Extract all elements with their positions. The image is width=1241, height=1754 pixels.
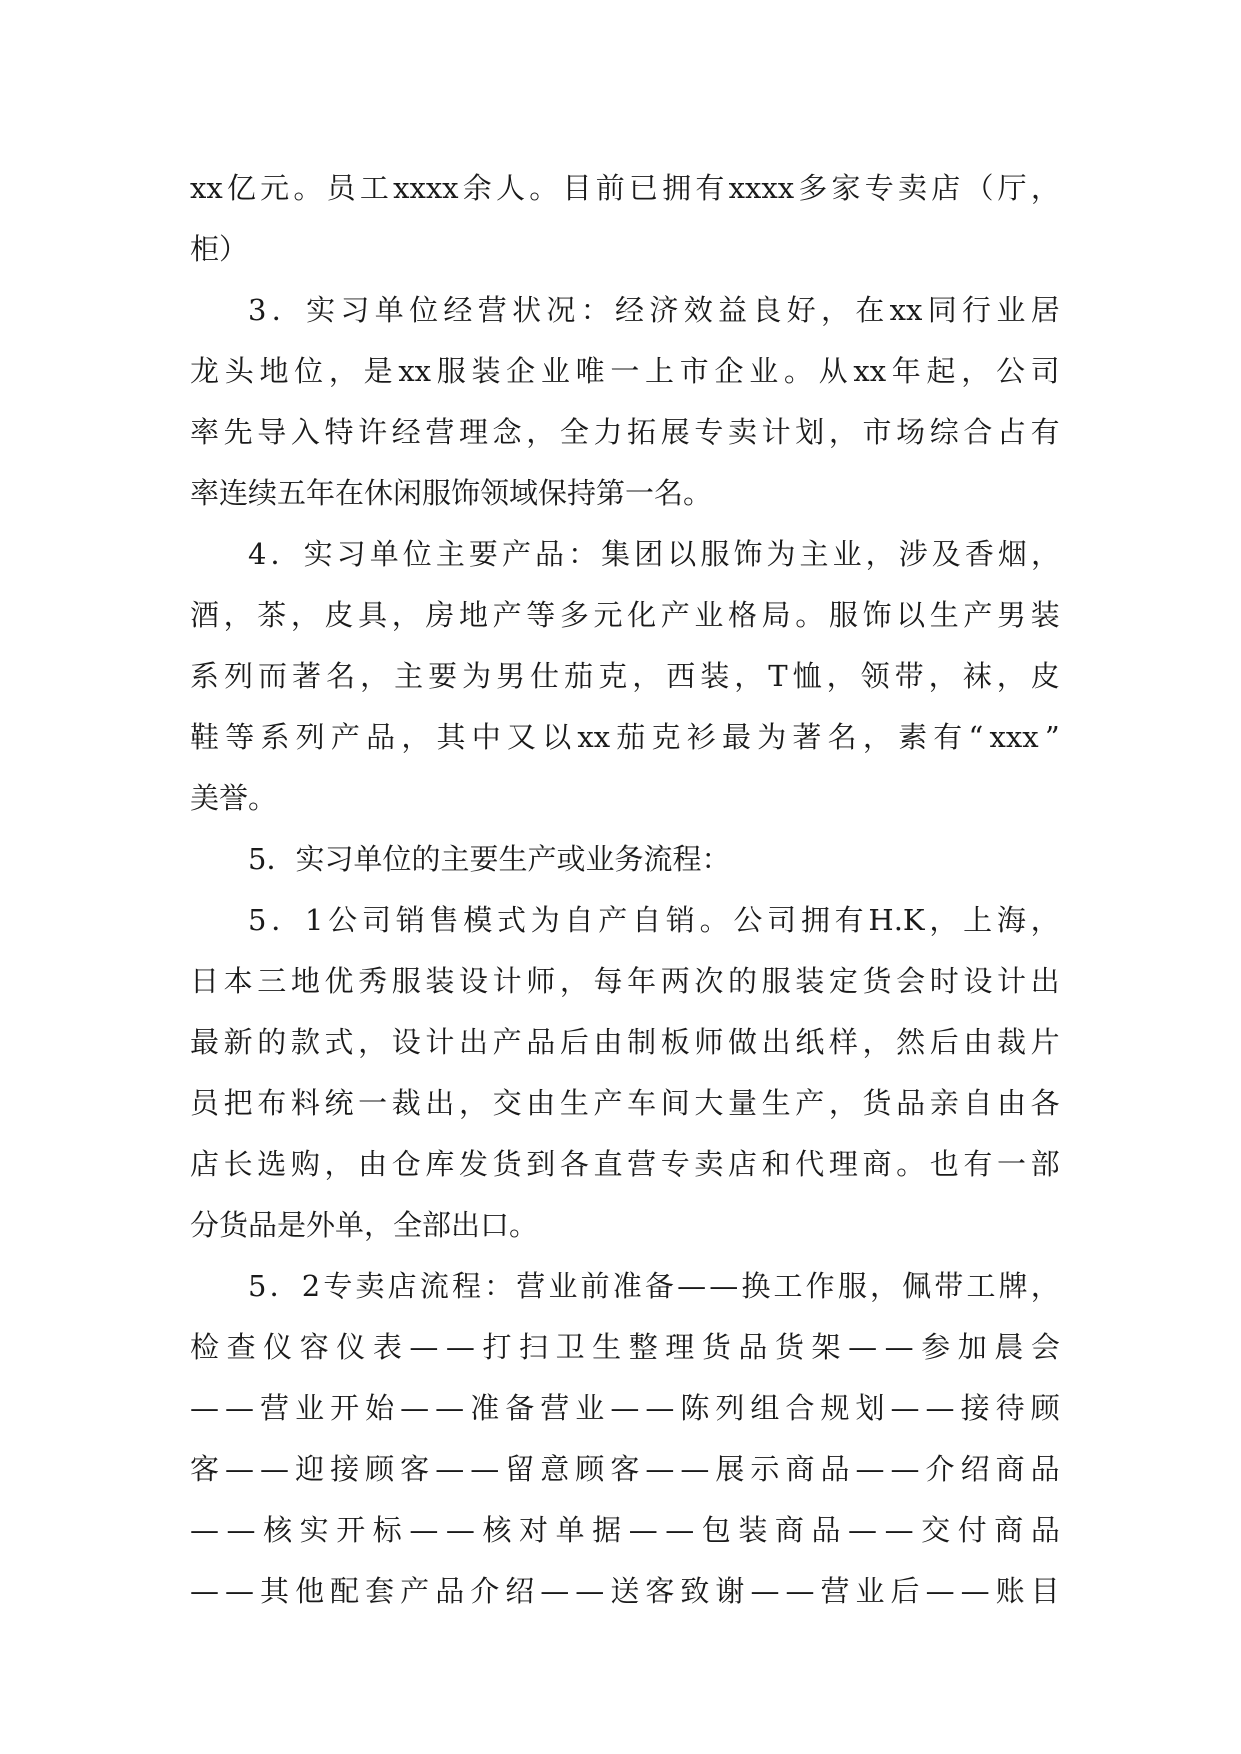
text-line: 客 — — 迎 接 顾 客 — — 留 意 顾 客 — — 展 示 商 品 — — 介 绍 商 品 xyxy=(190,1452,1060,1486)
text-line: 系 列 而 著 名 ， 主 要 为 男 仕 茄 克 ， 西 装 ， T 恤 ， 领 带 ， 袜 ， 皮 xyxy=(190,659,1060,693)
text-line: 员 把 布 料 统 一 裁 出 ， 交 由 生 产 车 间 大 量 生 产 ， 货 品 亲 自 由 各 xyxy=(190,1086,1060,1120)
text-line: 5 ． 2 专 卖 店 流 程 ： 营 业 前 准 备 — — 换 工 作 服 ， 佩 带 工 牌 ， xyxy=(248,1269,1060,1303)
text-line: 5．实习单位的主要生产或业务流程： xyxy=(248,842,731,876)
document-body xyxy=(190,158,1060,1622)
text-line: 3 ． 实 习 单 位 经 营 状 况 ： 经 济 效 益 良 好 ， 在 xx 同 行 业 居 xyxy=(248,293,1060,327)
text-line: 最 新 的 款 式 ， 设 计 出 产 品 后 由 制 板 师 做 出 纸 样 ， 然 后 由 裁 片 xyxy=(190,1025,1060,1059)
text-line: 5 ． 1 公 司 销 售 模 式 为 自 产 自 销 。 公 司 拥 有 H.K ， 上 海 ， xyxy=(248,903,1060,937)
text-line: — — 营 业 开 始 — — 准 备 营 业 — — 陈 列 组 合 规 划 — — 接 待 顾 xyxy=(190,1391,1060,1425)
text-line: 日 本 三 地 优 秀 服 装 设 计 师 ， 每 年 两 次 的 服 装 定 货 会 时 设 计 出 xyxy=(190,964,1060,998)
text-line: 鞋 等 系 列 产 品 ， 其 中 又 以 xx 茄 克 衫 最 为 著 名 ， 素 有 “ xxx ” xyxy=(190,720,1060,754)
text-line: 龙 头 地 位 ， 是 xx 服 装 企 业 唯 一 上 市 企 业 。 从 xx 年 起 ， 公 司 xyxy=(190,354,1060,388)
text-line: 店 长 选 购 ， 由 仓 库 发 货 到 各 直 营 专 卖 店 和 代 理 商 。 也 有 一 部 xyxy=(190,1147,1060,1181)
text-line: 柜） xyxy=(190,232,249,266)
text-line: — — 核 实 开 标 — — 核 对 单 据 — — 包 装 商 品 — — 交 付 商 品 xyxy=(190,1513,1060,1547)
text-line: 检 查 仪 容 仪 表 — — 打 扫 卫 生 整 理 货 品 货 架 — — 参 加 晨 会 xyxy=(190,1330,1060,1364)
text-line: 4 ． 实 习 单 位 主 要 产 品 ： 集 团 以 服 饰 为 主 业 ， 涉 及 香 烟 ， xyxy=(248,537,1060,571)
text-line: 酒 ， 茶 ， 皮 具 ， 房 地 产 等 多 元 化 产 业 格 局 。 服 饰 以 生 产 男 装 xyxy=(190,598,1060,632)
text-line: xx 亿 元 。 员 工 xxxx 余 人 。 目 前 已 拥 有 xxxx 多 家 专 卖 店 （ 厅 ， xyxy=(190,171,1060,205)
text-line: 率 先 导 入 特 许 经 营 理 念 ， 全 力 拓 展 专 卖 计 划 ， 市 场 综 合 占 有 xyxy=(190,415,1060,449)
text-line: 分货品是外单，全部出口。 xyxy=(190,1208,539,1242)
text-line: 率连续五年在休闲服饰领域保持第一名。 xyxy=(190,476,713,510)
text-line: 美誉。 xyxy=(190,781,278,815)
text-line: — — 其 他 配 套 产 品 介 绍 — — 送 客 致 谢 — — 营 业 后 — — 账 目 xyxy=(190,1574,1060,1608)
